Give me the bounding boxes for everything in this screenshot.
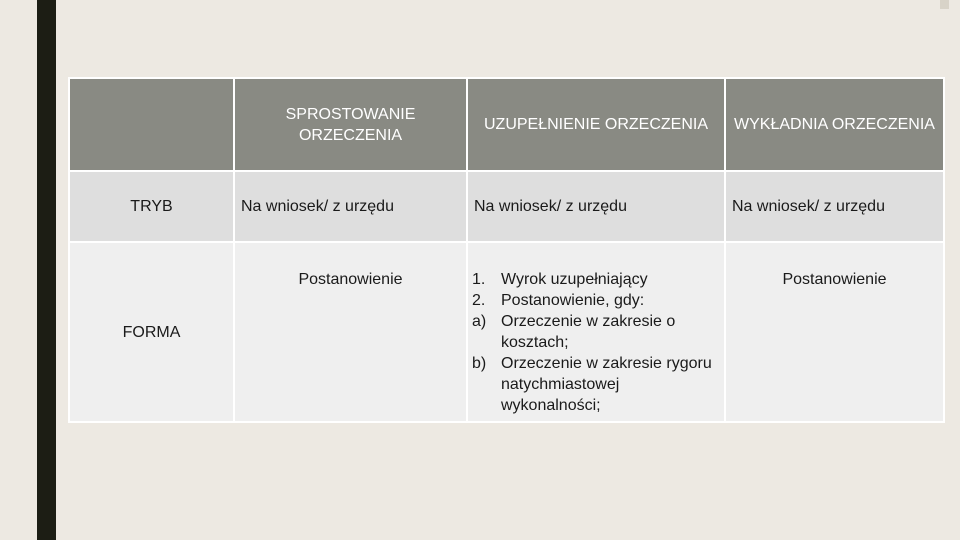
tryb-sprostowanie-cell: Na wniosek/ z urzędu xyxy=(234,171,467,242)
table-header-row xyxy=(69,78,944,171)
table-row-tryb xyxy=(69,171,944,242)
list-item xyxy=(472,290,724,311)
list-item-text: Wyrok uzupełniający xyxy=(501,271,648,288)
row-label-forma: FORMA xyxy=(69,242,234,422)
decorative-side-bar xyxy=(37,0,56,540)
comparison-table xyxy=(68,77,945,423)
header-uzupelnienie xyxy=(467,78,725,171)
list-item-marker: a) xyxy=(472,313,487,330)
header-corner-cell xyxy=(69,78,234,171)
forma-uzupelnienie-list xyxy=(468,269,724,416)
forma-wykladnia-cell: Postanowienie xyxy=(725,242,944,422)
list-item-text: Postanowienie, gdy: xyxy=(501,292,645,309)
row-label-tryb: TRYB xyxy=(69,171,234,242)
list-item xyxy=(472,353,724,416)
list-item xyxy=(472,269,724,290)
list-item-text: Orzeczenie w zakresie rygoru natychmiastowej wykonalności; xyxy=(501,355,712,414)
list-item xyxy=(472,311,724,353)
list-item-marker: 2. xyxy=(472,292,486,309)
list-item-marker: b) xyxy=(472,355,487,372)
header-wykladnia-text: WYKŁADNIA ORZECZENIA xyxy=(734,116,935,133)
header-uzupelnienie-text: UZUPEŁNIENIE ORZECZENIA xyxy=(483,116,709,133)
table-row-forma xyxy=(69,242,944,422)
header-sprostowanie xyxy=(234,78,467,171)
tryb-wykladnia-cell: Na wniosek/ z urzędu xyxy=(725,171,944,242)
tryb-uzupelnienie-cell: Na wniosek/ z urzędu xyxy=(467,171,725,242)
header-wykladnia xyxy=(725,78,944,171)
header-sprostowanie-text: SPROSTOWANIE ORZECZENIA xyxy=(285,105,416,144)
list-item-text: Orzeczenie w zakresie o kosztach; xyxy=(501,313,676,351)
forma-sprostowanie-cell: Postanowienie xyxy=(234,242,467,422)
decorative-corner-square xyxy=(940,0,949,9)
list-item-marker: 1. xyxy=(472,271,486,288)
forma-uzupelnienie-cell xyxy=(467,242,725,422)
